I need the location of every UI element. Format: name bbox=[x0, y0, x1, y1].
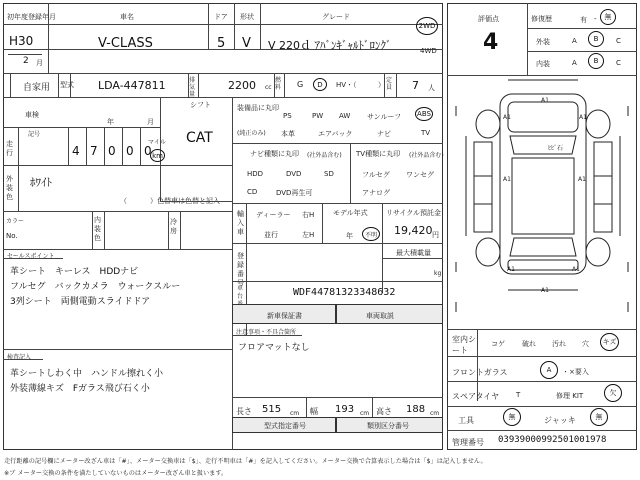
chassis-number: WDF44781323348632 bbox=[293, 287, 396, 298]
grade-value: V 220ｄ ｱﾊﾞﾝｷﾞｬﾙﾄﾞﾛﾝｸﾞ bbox=[268, 39, 392, 52]
damage-chip-glass: ﾋﾋﾞ石 bbox=[548, 145, 564, 152]
tv-fullseg: フルセグ bbox=[362, 171, 390, 179]
mileage-label: 走行 bbox=[6, 140, 13, 157]
exterior-note: ）色替車は色替と記入 bbox=[150, 197, 220, 205]
recycle-value: 19,420 bbox=[394, 224, 433, 237]
month-unit: 月 bbox=[36, 59, 43, 67]
fuel-close: ） bbox=[378, 81, 385, 89]
footer-line-1: 走行距離の記号欄にメーター改ざん車は「#」、メーター交換車は「$」、走行不明車は「#」を記入してください。メーター交換で合算表示した場合は「$」は記入しません。 bbox=[4, 458, 487, 465]
fuel-hv: HV・（ bbox=[336, 81, 357, 89]
grade-label: グレード bbox=[322, 13, 350, 21]
color-no-label: No. bbox=[6, 232, 18, 240]
int-grade-label: 内装 bbox=[536, 60, 550, 68]
fuel-g: G bbox=[297, 80, 304, 89]
type-cert-label: 型式指定番号 bbox=[264, 422, 306, 430]
fuel-d-circle: D bbox=[313, 78, 327, 91]
mgmt-number: 03939000992501001978 bbox=[498, 435, 607, 445]
import-label: 輸入車 bbox=[237, 210, 244, 236]
jack-label: ジャッキ bbox=[544, 416, 576, 425]
shape-value: V bbox=[242, 36, 251, 51]
mileage-digit-1: 4 bbox=[72, 144, 80, 158]
equip-ps: PS bbox=[283, 112, 292, 120]
equip-pw: PW bbox=[312, 112, 324, 120]
shift-value: CAT bbox=[186, 130, 213, 146]
damage-a1-bottom: A1 bbox=[541, 287, 549, 294]
doors-value: 5 bbox=[217, 36, 226, 51]
interior-seat-label: 室内シート bbox=[452, 335, 476, 355]
spare-kit: 修理 KIT bbox=[556, 392, 584, 400]
score-value: 4 bbox=[483, 30, 499, 55]
capacity: 7 bbox=[412, 79, 419, 92]
seat-koge: コゲ bbox=[491, 340, 505, 348]
int-grade-b-circle: B bbox=[588, 53, 604, 69]
capacity-label: 定員 bbox=[386, 77, 393, 91]
mileage-digit-4: 0 bbox=[126, 144, 134, 158]
jack-none-circle: 無 bbox=[590, 408, 608, 426]
height-unit: cm bbox=[430, 410, 440, 417]
height-value: 188 bbox=[406, 404, 426, 415]
ext-grade-c: C bbox=[616, 37, 621, 45]
import-parallel: 並行 bbox=[264, 231, 278, 239]
navi-label: ナビ種類に丸印 bbox=[250, 150, 299, 158]
mileage-km-circle: km bbox=[150, 149, 165, 162]
max-load-kg: kg bbox=[434, 270, 442, 277]
length-label: 長さ bbox=[236, 407, 252, 416]
seat-ana: 穴 bbox=[582, 340, 589, 348]
front-glass-a-circle: A bbox=[540, 361, 558, 379]
import-right: 右H bbox=[302, 211, 315, 219]
model-year-word: 年 bbox=[346, 232, 353, 240]
use-label: 自家用 bbox=[23, 83, 51, 93]
shaken-label: 車検 bbox=[25, 111, 39, 119]
fuel-label: 燃料 bbox=[275, 77, 282, 91]
ext-grade-label: 外装 bbox=[536, 38, 550, 46]
ext-grade-a: A bbox=[572, 37, 577, 45]
mileage-digit-2: 7 bbox=[90, 144, 98, 158]
equip-airbag: エアバック bbox=[318, 130, 353, 138]
car-name-label: 車名 bbox=[120, 13, 134, 21]
ext-grade-b-circle: B bbox=[588, 31, 604, 47]
damage-a1-right-front: A1 bbox=[579, 114, 587, 121]
color-label: カラー bbox=[6, 218, 25, 225]
car-name: V-CLASS bbox=[98, 36, 153, 51]
seat-yabure: 破れ bbox=[522, 340, 536, 348]
sales-points-label: セールスポイント bbox=[7, 253, 55, 260]
door-label: ドア bbox=[214, 13, 228, 21]
exterior-label: 外装色 bbox=[6, 175, 13, 201]
damage-a1-right-rear: A1 bbox=[572, 266, 580, 273]
model-kei-label: 型式 bbox=[60, 81, 74, 89]
footer-line-2: ※ブ メーター交換の条件を満たしていないものはメーター改ざん車と扱います。 bbox=[4, 470, 228, 477]
repair-no-circle: 無 bbox=[600, 9, 616, 25]
navi-sd: SD bbox=[324, 170, 334, 178]
damage-a1-left-rear: A1 bbox=[507, 266, 515, 273]
damage-a1-top: A1 bbox=[541, 97, 549, 104]
navi-dvd: DVD bbox=[286, 170, 302, 178]
mileage-kisu: 記号 bbox=[28, 131, 41, 138]
tv-label: TV種類に丸印 bbox=[356, 150, 401, 158]
reg-era: H30 bbox=[9, 34, 34, 48]
displacement: 2200 bbox=[228, 79, 256, 92]
mileage-mile: マイル bbox=[148, 139, 166, 146]
front-glass-label: フロントガラス bbox=[452, 368, 508, 377]
inspector-line-1: 革シートしわく中 ハンドル擦れく小 bbox=[10, 369, 164, 379]
damage-a1-left-front: A1 bbox=[503, 114, 511, 121]
recycle-yen: 円 bbox=[432, 231, 439, 239]
spare-t: T bbox=[516, 391, 521, 399]
displacement-label: 排気量 bbox=[189, 77, 196, 98]
shift-label: シフト bbox=[190, 101, 211, 109]
width-value: 193 bbox=[335, 404, 355, 415]
model-year-unknown-circle: 不明 bbox=[362, 227, 380, 241]
recycle-label: リサイクル預託金 bbox=[386, 209, 442, 217]
capacity-unit: 人 bbox=[428, 84, 435, 92]
damage-a1-right-mid: A1 bbox=[578, 176, 586, 183]
tools-none-circle: 無 bbox=[503, 408, 521, 426]
seat-kizu-circle: キズ bbox=[600, 333, 619, 351]
int-grade-a: A bbox=[572, 59, 577, 67]
interior-label: 内装色 bbox=[94, 216, 101, 242]
sales-point-1: 革シート キーレス HDDナビ bbox=[10, 267, 139, 277]
class-no-label: 類別区分番号 bbox=[367, 422, 409, 430]
model-year-label: モデル年式 bbox=[333, 209, 368, 217]
equip-sunroof: サンルーフ bbox=[367, 113, 402, 121]
width-label: 幅 bbox=[310, 407, 318, 416]
equipment-label: 装備品に丸印 bbox=[237, 104, 279, 112]
shaken-month: 月 bbox=[147, 118, 154, 126]
shaken-year: 年 bbox=[107, 118, 114, 126]
notes-text: フロアマットなし bbox=[238, 343, 310, 353]
length-unit: cm bbox=[290, 410, 300, 417]
navi-cd: CD bbox=[247, 188, 258, 196]
length-value: 515 bbox=[262, 404, 282, 415]
equip-tv: TV bbox=[421, 129, 431, 137]
mgmt-label: 管理番号 bbox=[452, 438, 484, 447]
mileage-digit-3: 0 bbox=[108, 144, 116, 158]
damage-a1-left-mid: A1 bbox=[503, 176, 511, 183]
model-code: LDA-447811 bbox=[98, 79, 166, 92]
sales-point-3: 3列シート 両側電動スライドドア bbox=[10, 297, 151, 307]
navi-sub: (社外品含む) bbox=[307, 152, 342, 159]
drive-4wd: 4WD bbox=[420, 47, 437, 55]
exterior-color: ﾎﾜｲﾄ bbox=[30, 176, 52, 189]
equip-navi: ナビ bbox=[377, 130, 391, 138]
repair-dash: - bbox=[594, 15, 597, 23]
spare-tire-label: スペアタイヤ bbox=[452, 392, 500, 401]
tools-label: 工具 bbox=[458, 416, 474, 425]
tv-analog: アナログ bbox=[362, 189, 390, 197]
import-dealer: ディーラー bbox=[256, 211, 291, 219]
sales-point-2: フルセグ バックカメラ ウォークスルー bbox=[10, 282, 181, 292]
reg-month: 2 bbox=[23, 56, 29, 66]
reg-no-label: 登録番号 bbox=[237, 252, 244, 287]
aircon-label: 冷房 bbox=[170, 218, 177, 235]
tv-oneseg: ワンセグ bbox=[406, 171, 434, 179]
equipment-sub: (純正のみ) bbox=[237, 130, 266, 137]
cc-unit: cc bbox=[265, 84, 272, 91]
height-label: 高さ bbox=[376, 407, 392, 416]
import-left: 左H bbox=[302, 231, 315, 239]
inspector-line-2: 外装薄線キズ Fガラス飛び石く小 bbox=[10, 384, 150, 394]
score-label: 評価点 bbox=[478, 15, 499, 23]
seat-yogore: 汚れ bbox=[552, 340, 566, 348]
inspector-label: 検査記入 bbox=[7, 354, 32, 361]
warranty-label: 新車保証書 bbox=[267, 312, 302, 320]
reg-date-label: 初年度登録年月 bbox=[7, 13, 56, 21]
width-unit: cm bbox=[360, 410, 370, 417]
navi-dvd-play: DVD再生可 bbox=[276, 189, 313, 197]
front-glass-sep: ・×要入 bbox=[562, 368, 589, 376]
manual-label: 車両取説 bbox=[366, 312, 394, 320]
int-grade-c: C bbox=[616, 59, 621, 67]
repair-yes: 有 bbox=[580, 16, 587, 24]
equip-abs-circle: ABS bbox=[415, 107, 433, 121]
max-load-label: 最大積載量 bbox=[396, 249, 431, 257]
equip-aw: AW bbox=[339, 112, 351, 120]
equip-leather: 本革 bbox=[281, 130, 295, 138]
navi-hdd: HDD bbox=[247, 170, 264, 178]
shape-label: 形状 bbox=[240, 13, 254, 21]
drive-2wd-circle: 2WD bbox=[416, 17, 438, 35]
chassis-label: 車台 bbox=[237, 285, 244, 300]
exterior-note-open: （ bbox=[120, 197, 127, 205]
notes-label: 注意事項・不具合箇所 bbox=[236, 329, 297, 336]
repair-label: 修復歴 bbox=[531, 15, 552, 23]
spare-none-circle: 欠 bbox=[604, 384, 622, 402]
tv-sub: (社外品含む) bbox=[409, 152, 444, 159]
mileage-digit-5: 0 bbox=[144, 144, 152, 158]
